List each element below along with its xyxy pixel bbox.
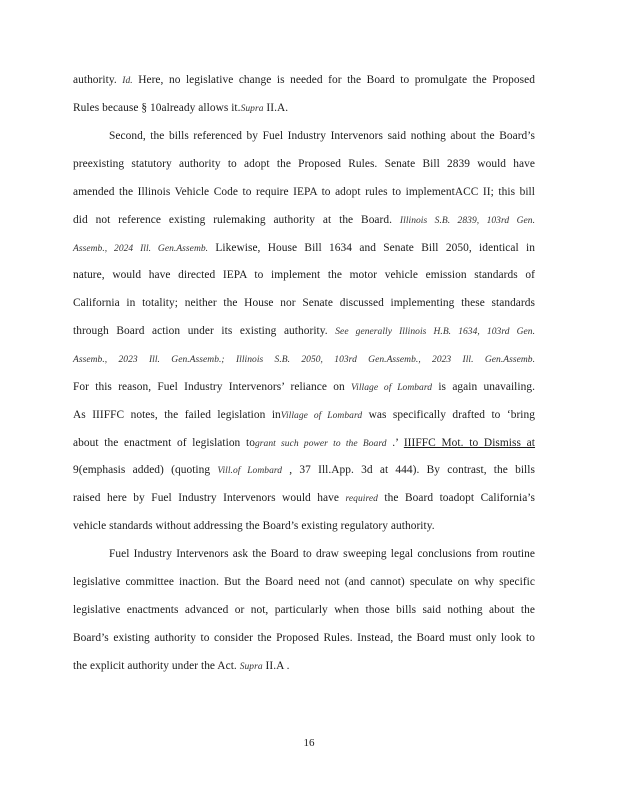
body-text-segment: , 37 Ill.App. 3d at 444). By contrast, the bills bbox=[282, 464, 535, 476]
text-line bbox=[73, 268, 535, 282]
body-text-segment: amended the Illinois Vehicle Code to require IEPA to adopt rules to implementACC II; this bill bbox=[73, 186, 535, 198]
body-text-segment: nature, would have directed IEPA to implement the motor vehicle emission standards of bbox=[73, 269, 535, 281]
citation-text: Id. bbox=[122, 76, 133, 86]
body-text-segment: II.A. bbox=[263, 102, 289, 114]
body-text-segment: Fuel Industry Intervenors ask the Board to draw sweeping legal conclusions from routine bbox=[109, 548, 535, 560]
citation-text: Supra bbox=[239, 662, 263, 672]
body-text-segment: As IIIFFC notes, the failed legislation in bbox=[73, 409, 281, 421]
citation-text: grant such power to the Board bbox=[254, 439, 387, 449]
citation-text: Village of Lombard bbox=[280, 411, 363, 421]
body-text-segment: raised here by Fuel Industry Intervenors would have bbox=[73, 492, 346, 504]
text-line bbox=[73, 575, 535, 589]
body-text-segment: about the enactment of legislation to bbox=[73, 437, 255, 449]
body-text-segment: legislative committee inaction. But the Board need not (and cannot) speculate on why specific bbox=[73, 576, 535, 588]
body-text-segment: Here, no legislative change is needed for the Board to promulgate the Proposed bbox=[132, 74, 535, 86]
text-line bbox=[73, 185, 535, 199]
text-line bbox=[73, 213, 535, 228]
citation-text: Illinois S.B. 2839, 103rd Gen. bbox=[399, 216, 535, 226]
citation-text: See generally Illinois H.B. 1634, 103rd Gen. bbox=[335, 327, 535, 337]
text-line bbox=[73, 296, 535, 310]
text-line bbox=[73, 659, 535, 674]
text-line bbox=[73, 380, 535, 395]
citation-text: Village of Lombard bbox=[351, 383, 433, 393]
body-text-segment: through Board action under its existing authority. bbox=[73, 325, 336, 337]
body-text-segment: authority. bbox=[73, 74, 123, 86]
body-text-segment: the explicit authority under the Act. bbox=[73, 660, 240, 672]
body-text-segment: 9(emphasis added) (quoting bbox=[73, 464, 218, 476]
body-text-segment: the Board toadopt California’s bbox=[377, 492, 535, 504]
text-line bbox=[73, 241, 535, 256]
body-text-segment: .’ bbox=[386, 437, 404, 449]
text-line bbox=[73, 157, 535, 171]
citation-text: Vill.of Lombard bbox=[217, 466, 283, 476]
text-line bbox=[73, 519, 535, 533]
text-line bbox=[73, 491, 535, 506]
text-line bbox=[73, 101, 535, 116]
citation-text: Supra bbox=[240, 104, 264, 114]
text-line bbox=[73, 408, 535, 423]
citation-text: Assemb., 2024 Ill. Gen.Assemb. bbox=[73, 244, 209, 254]
text-line bbox=[73, 436, 535, 451]
text-line bbox=[73, 463, 535, 478]
page-number: 16 bbox=[303, 737, 315, 749]
citation-text: Assemb., 2023 Ill. Gen.Assemb.; Illinois S.B. 2050, 103rd Gen.Assemb., 2023 Ill. Gen.Assemb. bbox=[73, 355, 535, 365]
citation-text: required bbox=[345, 494, 378, 504]
body-text-segment: Second, the bills referenced by Fuel Industry Intervenors said nothing about the Board’s bbox=[109, 130, 535, 142]
body-text-segment: preexisting statutory authority to adopt the Proposed Rules. Senate Bill 2839 would have bbox=[73, 158, 535, 170]
body-text-segment: is again unavailing. bbox=[432, 381, 535, 393]
body-text-segment: vehicle standards without addressing the Board’s existing regulatory authority. bbox=[73, 520, 435, 532]
underlined-citation: IIIFFC Mot. to Dismiss at bbox=[403, 437, 536, 449]
text-line bbox=[73, 73, 535, 88]
body-text-segment: did not reference existing rulemaking authority at the Board. bbox=[73, 214, 400, 226]
body-text-segment: II.A . bbox=[262, 660, 290, 672]
body-text-segment: For this reason, Fuel Industry Intervenors’ reliance on bbox=[73, 381, 351, 393]
body-text-segment: was specifically drafted to ‘bring bbox=[362, 409, 535, 421]
body-text-segment: Likewise, House Bill 1634 and Senate Bill 2050, identical in bbox=[208, 242, 535, 254]
text-line bbox=[73, 631, 535, 645]
body-text-segment: Board’s existing authority to consider the Proposed Rules. Instead, the Board must only look to bbox=[73, 632, 535, 644]
body-text-segment: California in totality; neither the House nor Senate discussed implementing these standards bbox=[73, 297, 535, 309]
body-text-segment: Rules because § 10already allows it. bbox=[73, 102, 241, 114]
text-line bbox=[109, 129, 535, 143]
body-text-segment: legislative enactments advanced or not, particularly when those bills said nothing about the bbox=[73, 604, 535, 616]
text-line bbox=[109, 547, 535, 561]
text-line bbox=[73, 603, 535, 617]
text-line bbox=[73, 352, 535, 367]
text-line bbox=[73, 324, 535, 339]
